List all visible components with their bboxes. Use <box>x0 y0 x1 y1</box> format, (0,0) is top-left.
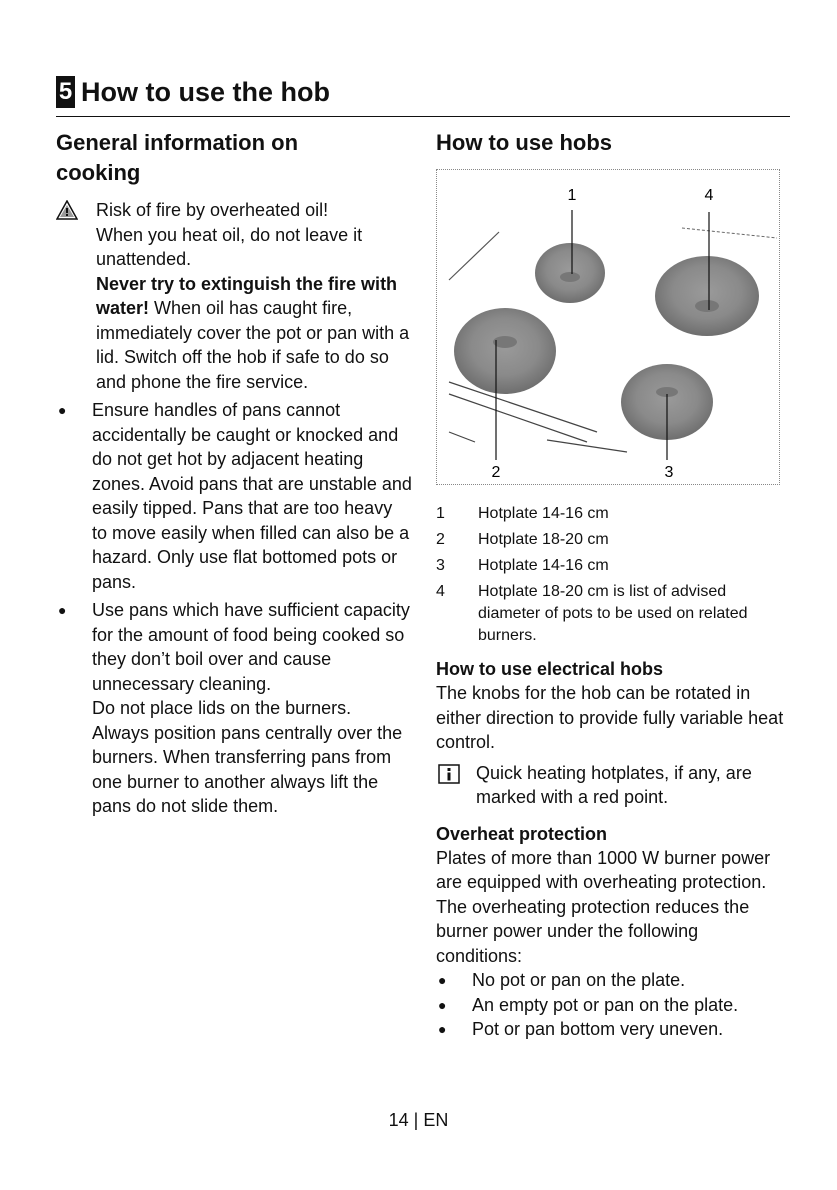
overheat-section <box>436 822 786 1042</box>
label-1: 1 <box>567 187 577 204</box>
bullet-icon: ● <box>58 402 67 418</box>
legend-row <box>436 529 786 551</box>
list-item <box>436 968 786 993</box>
section-title: How to use the hob <box>81 76 330 107</box>
right-column <box>436 128 786 1042</box>
legend-num: 4 <box>436 583 445 600</box>
bullet-icon: ● <box>58 602 67 618</box>
legend-text: Hotplate 14-16 cm <box>478 505 609 522</box>
list-item <box>436 993 786 1018</box>
electrical-hobs-section <box>436 657 786 810</box>
bullet-icon: ● <box>438 1021 447 1037</box>
info-note <box>436 761 786 810</box>
overheat-bullet: An empty pot or pan on the plate. <box>472 994 739 1015</box>
fire-warning <box>56 198 412 394</box>
legend-text: Hotplate 18-20 cm is list of advised diameter of pots to be used on related burners. <box>478 583 748 644</box>
header-rule <box>56 116 790 117</box>
warning-text-1: Risk of fire by overheated oil! <box>96 200 329 220</box>
overheat-bullet: No pot or pan on the plate. <box>472 970 686 990</box>
bullet-text-2-extra: Do not place lids on the burners. Always position pans centrally over the burners. When transferring pans from one burner to another always lift the pans do not slide them. <box>92 698 403 816</box>
legend-row <box>436 581 786 647</box>
overheat-bullet: Pot or pan bottom very uneven. <box>472 1019 724 1039</box>
electrical-hobs-text: The knobs for the hob can be rotated in either direction to provide fully variable heat control. <box>436 683 784 752</box>
legend-text: Hotplate 18-20 cm <box>478 531 609 548</box>
info-text: Quick heating hotplates, if any, are marked with a red point. <box>476 762 752 807</box>
label-2: 2 <box>491 464 501 481</box>
warning-rest: When oil has caught fire, immediately cover the pot or pan with a lid. Switch off the hob if safe to do so and phone the fire service. <box>96 298 410 392</box>
legend-row <box>436 503 786 525</box>
info-icon <box>438 764 460 784</box>
label-4: 4 <box>704 187 714 204</box>
list-item <box>436 1017 786 1042</box>
hotplate-4 <box>655 256 759 336</box>
hotplate-legend <box>436 503 786 647</box>
bullet-icon: ● <box>438 972 447 988</box>
warning-text-3 <box>96 272 412 395</box>
legend-num: 2 <box>436 531 445 548</box>
legend-num: 1 <box>436 505 445 522</box>
section-header <box>56 76 330 108</box>
overheat-text: Plates of more than 1000 W burner power are equipped with overheating protection. The overheating protection reduces the burner power under the following conditions: <box>436 847 771 966</box>
warning-bold: Never try to extinguish the fire with water! <box>96 273 398 318</box>
bullet-text-1: Ensure handles of pans cannot accidentally be caught or knocked and do not get hot by adjacent heating zones. Avoid pans that are unstable and easily tipped. Pans that are too heavy to move easily when filled can also be a hazard. Only use flat bottomed pots or pans. <box>92 400 412 592</box>
list-item <box>56 598 412 819</box>
section-number: 5 <box>56 76 75 108</box>
heading-line-2: cooking <box>56 160 141 185</box>
label-3: 3 <box>664 464 674 481</box>
hotplate-2 <box>454 308 556 394</box>
warning-text-2: When you heat oil, do not leave it unattended. <box>96 224 363 269</box>
overheat-title: Overheat protection <box>436 823 608 844</box>
heading-line-1: General information on <box>56 130 299 155</box>
list-item <box>56 398 412 594</box>
page-footer: 14 | EN <box>388 1110 449 1130</box>
left-column <box>56 128 412 819</box>
electrical-hobs-title: How to use electrical hobs <box>436 659 664 679</box>
warning-triangle-icon <box>56 200 78 220</box>
hob-illustration <box>437 170 779 484</box>
bullet-text-2: Use pans which have sufficient capacity for the amount of food being cooked so they don’t boil over and cause unnecessary cleaning. <box>92 600 410 694</box>
general-info-heading <box>56 128 412 188</box>
legend-num: 3 <box>436 557 445 574</box>
legend-text: Hotplate 14-16 cm <box>478 557 609 574</box>
legend-row <box>436 555 786 577</box>
hob-diagram <box>436 169 780 485</box>
how-to-use-hobs-heading: How to use hobs <box>436 130 612 155</box>
bullet-icon: ● <box>438 996 447 1013</box>
